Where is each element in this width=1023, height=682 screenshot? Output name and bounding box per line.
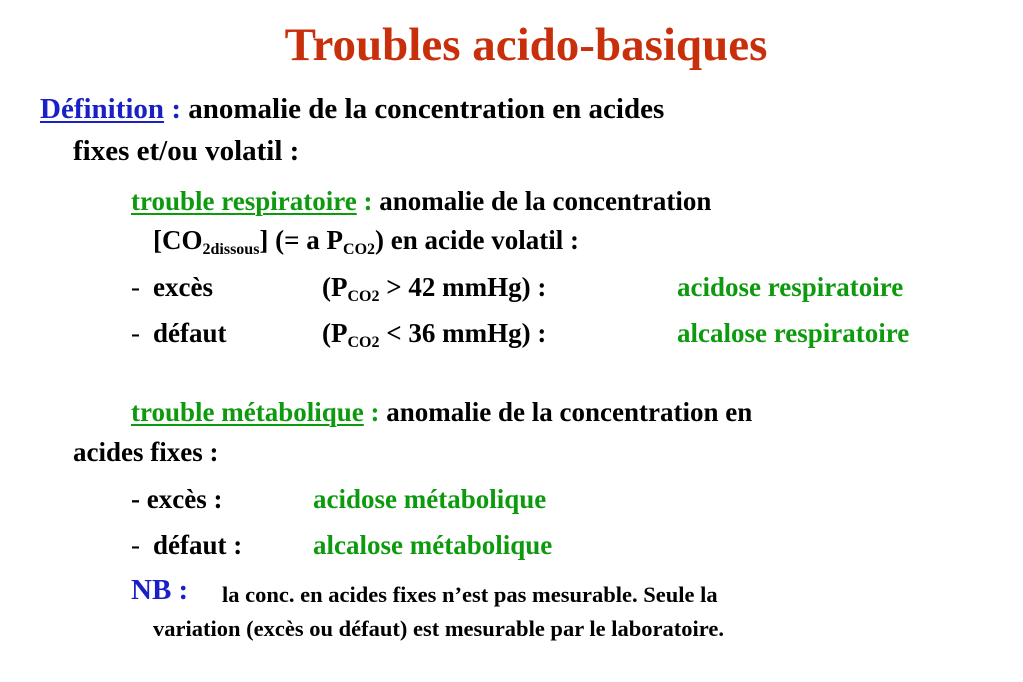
respiratory-text-1: anomalie de la concentration xyxy=(379,186,712,216)
page-title: Troubles acido-basiques xyxy=(284,19,768,71)
nb-line-2: variation (excès ou défaut) est mesurable par le laboratoire. xyxy=(153,616,724,641)
pressure-condition: > 42 mmHg) : xyxy=(379,272,547,302)
respiratory-row-deficit xyxy=(131,318,140,349)
respiratory-row-deficit-condition xyxy=(322,318,546,349)
respiratory-label: trouble respiratoire xyxy=(131,186,357,216)
pressure-symbol: (P xyxy=(322,272,348,302)
metabolic-line-2: acides fixes : xyxy=(73,437,219,467)
pressure-subscript: CO2 xyxy=(347,334,380,351)
respiratory-line-2-sub-1: 2dissous xyxy=(202,241,260,258)
definition-label: Définition xyxy=(40,93,165,125)
respiratory-line-2-part-2: ] (= a P xyxy=(259,225,344,255)
metabolic-row-deficit-label: défaut : xyxy=(153,530,243,560)
metabolic-row-deficit-result: alcalose métabolique xyxy=(313,530,553,560)
definition-text-1: anomalie de la concentration en acides xyxy=(188,93,665,125)
metabolic-row-excess-result: acidose métabolique xyxy=(313,484,547,514)
definition-separator: : xyxy=(164,93,181,125)
metabolic-row-excess-label: - excès : xyxy=(131,484,223,514)
definition-line-2: fixes et/ou volatil : xyxy=(73,135,300,167)
respiratory-row-excess-result: acidose respiratoire xyxy=(677,272,904,302)
respiratory-row-excess xyxy=(131,272,140,303)
respiratory-line-2-part-1: [CO xyxy=(153,225,203,255)
definition-line-1 xyxy=(40,93,664,126)
respiratory-row-deficit-label: défaut xyxy=(153,318,227,348)
respiratory-separator: : xyxy=(356,186,373,216)
dash: - xyxy=(131,272,140,302)
nb-label: NB : xyxy=(131,574,189,606)
metabolic-row-deficit xyxy=(131,530,140,561)
respiratory-line-2-sub-2: CO2 xyxy=(343,241,376,258)
pressure-condition: < 36 mmHg) : xyxy=(379,318,547,348)
pressure-subscript: CO2 xyxy=(347,288,380,305)
respiratory-line-2-part-3: ) en acide volatil : xyxy=(375,225,580,255)
respiratory-line-2 xyxy=(153,225,579,256)
dash: - xyxy=(131,530,140,560)
metabolic-separator: : xyxy=(363,397,380,427)
pressure-symbol: (P xyxy=(322,318,348,348)
respiratory-row-excess-label: excès xyxy=(153,272,213,302)
respiratory-line-1 xyxy=(131,186,711,217)
respiratory-row-excess-condition xyxy=(322,272,546,303)
metabolic-line-1 xyxy=(131,397,752,428)
metabolic-text-1: anomalie de la concentration en xyxy=(386,397,753,427)
dash: - xyxy=(131,318,140,348)
respiratory-row-deficit-result: alcalose respiratoire xyxy=(677,318,910,348)
nb-line-1: la conc. en acides fixes n’est pas mesurable. Seule la xyxy=(222,582,718,607)
metabolic-label: trouble métabolique xyxy=(131,397,364,427)
